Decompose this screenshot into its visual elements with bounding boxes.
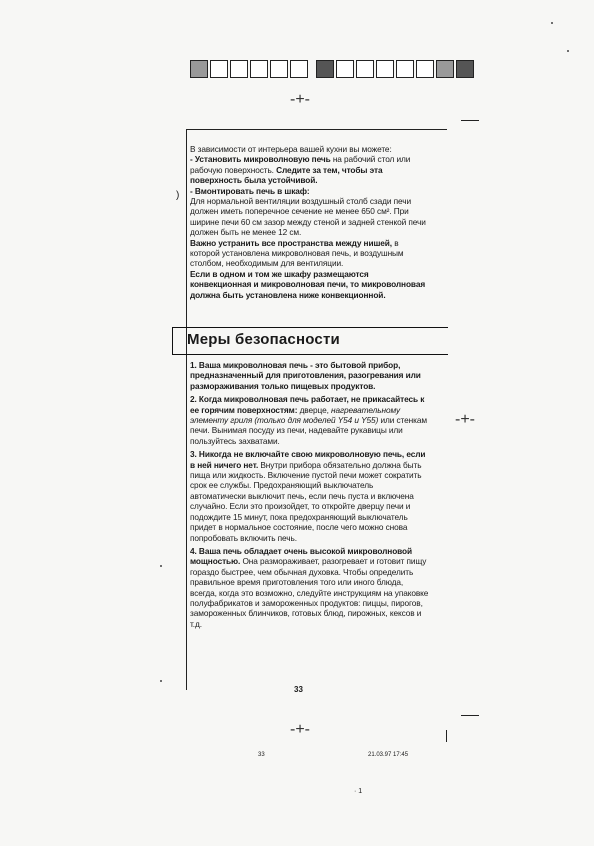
speck — [551, 22, 553, 24]
speck — [160, 565, 162, 567]
margin-bracket: ) — [176, 190, 180, 201]
ventilation-text: Для нормальной вентиляции воздушный столб сзади печи должен иметь поперечное сечение не менее 650 см². При ширине печи 60 см зазор между стеной и задней стенкой печи должен быть не менее 12 см. — [190, 196, 426, 238]
list-item: 3. Никогда не включайте свою микроволновую печь, если в ней ничего нет. Внутри прибора обязательно должна быть пища или жидкость. Включение пустой печи может сократить срок ее службы. Предохраняющий выключатель автоматически выключит печь, если печь пуста и включена случайно. Если это произойдет, то откройте дверцу печи и подождите 15 минут, пока предохраняющий выключатель придет в нормальное состояние, после чего можно снова попробовать включить печь. — [190, 449, 426, 543]
speck — [160, 680, 162, 682]
page-number: 33 — [294, 685, 303, 694]
trim-mark — [461, 715, 479, 716]
speck — [567, 50, 569, 52]
crosshair-bottom: -+- — [290, 721, 310, 738]
list-item: 1. Ваша микроволновая печь - это бытовой прибор, предназначенный для приготовления, разогревания или размораживания только пищевых продуктов. — [190, 360, 421, 391]
list-item: 2. Когда микроволновая печь работает, не прикасайтесь к ее горячим поверхностям: дверце, нагревательному элементу гриля (только для моделей Y54 и Y55) или стенкам печи. Вынимая посуду из печи, надевайте рукавицы или пользуйтесь захватами. — [190, 394, 427, 446]
intro-line: В зависимости от интерьера вашей кухни вы можете: — [190, 144, 392, 154]
trim-mark — [446, 730, 447, 742]
registration-bar-left — [190, 60, 310, 78]
trim-mark — [461, 120, 479, 121]
gap-text: Важно устранить все пространства между нишей, в которой установлена микроволновая печь, и воздушным столбом, необходимым для вентиляции. — [190, 237, 404, 269]
safety-list — [190, 360, 430, 632]
crosshair-top: -+- — [290, 91, 310, 108]
section-title: Меры безопасности — [187, 331, 340, 348]
section-heading — [172, 327, 448, 355]
crosshair-right: -+- — [455, 411, 475, 428]
registration-bar-right — [316, 60, 476, 78]
option-countertop: - Установить микроволновую печь на рабочий стол или рабочую поверхность. Следите за тем, чтобы эта поверхность была устойчивой. — [190, 154, 411, 186]
list-item: 4. Ваша печь обладает очень высокой микроволновой мощностью. Она размораживает, разогревает и готовит пищу гораздо быстрее, чем обычная духовка. Чтобы определить правильное время приготовления того или иного блюда, всегда, когда это возможно, следуйте инструкциям на упаковке полуфабрикатов и замороженных продуктов: пиццы, пирогов, замороженных блинчиков, готовых блюд, пирожных, кексов и т.д. — [190, 545, 429, 629]
option-cabinet: - Вмонтировать печь в шкаф: — [190, 185, 310, 196]
bottom-mark: · 1 — [354, 788, 363, 795]
footer-page-number: 33 — [258, 752, 265, 758]
cabinet-note: Если в одном и том же шкафу размещаются конвекционная и микроволновая печи, то микроволновая должна быть установлена ниже конвекционной. — [190, 268, 426, 300]
installation-text — [190, 144, 428, 300]
footer-timestamp: 21.03.97 17:45 — [368, 752, 409, 758]
